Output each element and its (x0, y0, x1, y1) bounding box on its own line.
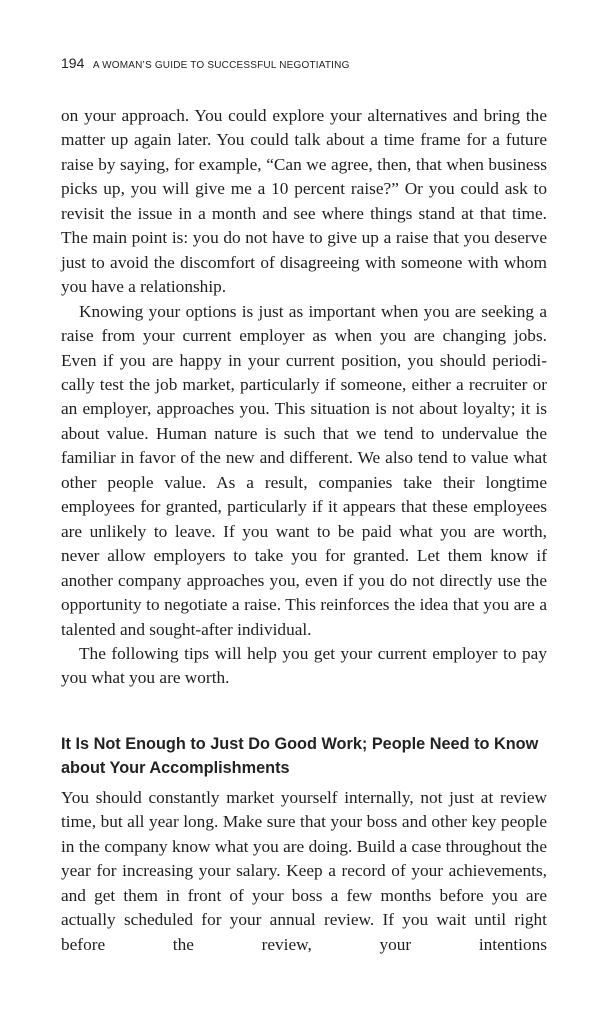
body-text (61, 104, 547, 691)
book-title: A WOMAN’S GUIDE TO SUCCESSFUL NEGOTIATING (92, 60, 350, 71)
section-paragraph: You should constantly market yourself internally, not just at review time, but all year long. Make sure that your boss and other key people in the company know what you are doing. Build a case throughout the year for increasing your salary. Keep a record of your achievements, and get them in front of your boss a few months before you are actually scheduled for your annual review. If you wait until right before the review, your intentions (61, 788, 547, 954)
page-number: 194 (61, 55, 85, 71)
paragraph-options: Knowing your options is just as important when you are seeking a raise from your current employer as when you are changing jobs. Even if you are happy in your current position, you should periodically test the job market, particularly if someone, either a recruiter or an employer, approaches you. This situation is not about loyalty; it is about value. Human nature is such that we tend to undervalue the familiar in favor of the new and different. We also tend to value what other people value. As a result, companies take their longtime employees for granted, particularly if it appears that these employees are unlikely to leave. If you want to be paid what you are worth, never allow employers to take you for granted. Let them know if another company approaches you, even if you do not directly use the opportunity to negotiate a raise. This reinforces the idea that you are a talented and sought-after individual. (61, 301, 547, 639)
paragraph-continued: on your approach. You could explore your alternatives and bring the matter up again later. You could talk about a time frame for a future raise by saying, for example, “Can we agree, then, that when business picks up, you will give me a 10 percent raise?” Or you could ask to revisit the issue in a month and see where things stand at that time. The main point is: you do not have to give up a raise that you deserve just to avoid the discomfort of disagreeing with someone with whom you have a relationship. (61, 106, 547, 297)
section-body (61, 786, 547, 957)
paragraph-tips-intro: The following tips will help you get your current employer to pay you what you are worth. (61, 643, 547, 688)
section-heading: It Is Not Enough to Just Do Good Work; People Need to Know about Your Accomplishments (61, 735, 539, 777)
running-head (61, 55, 350, 73)
